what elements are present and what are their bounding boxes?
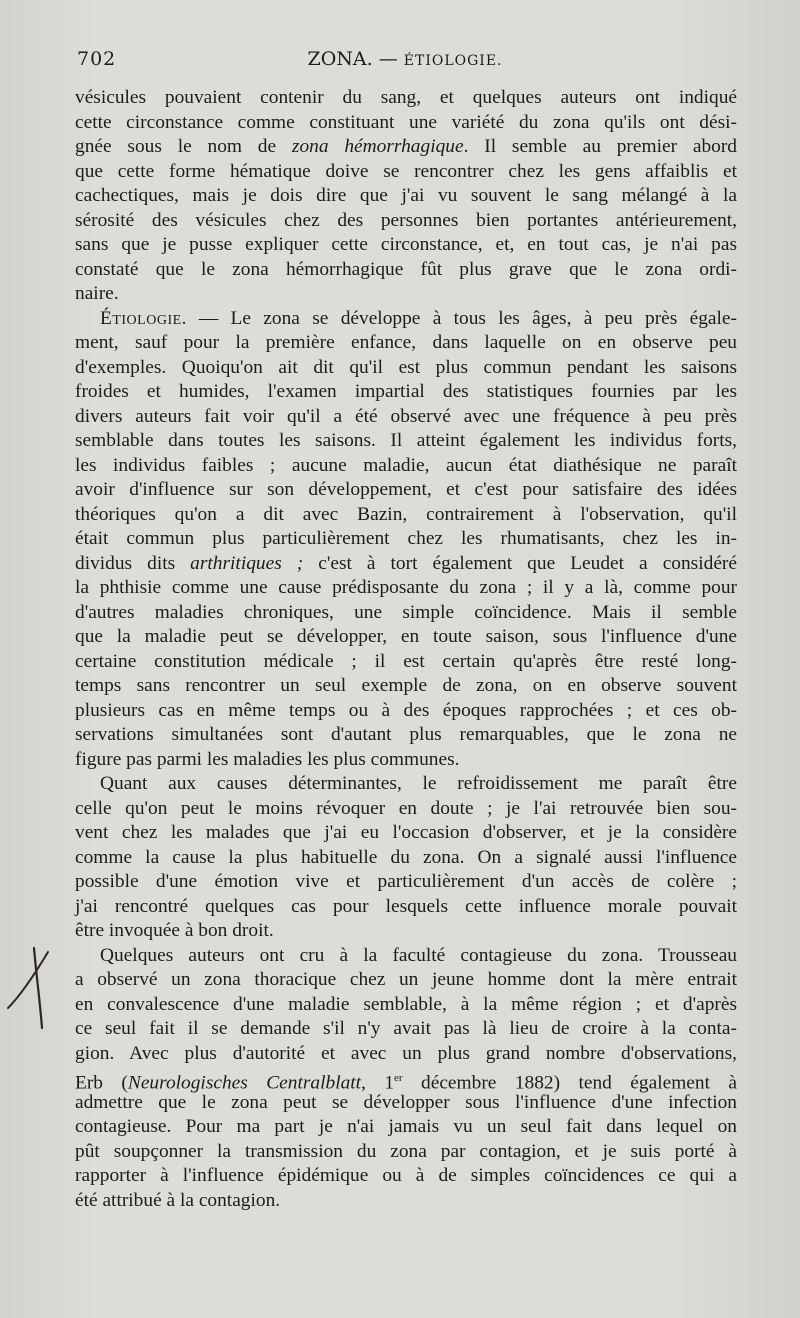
text-line: été attribué à la contagion. (75, 1189, 281, 1211)
text-line: possible d'une émotion vive et particulièrement d'un accès de colère ; (75, 871, 737, 892)
text-line: cette circonstance comme constituant une variété du zona qu'ils ont dési- (75, 111, 737, 133)
text-line: cachectiques, mais je dois dire que j'ai vu souvent le sang mélangé à la (75, 185, 737, 206)
text-line: froides et humides, l'examen impartial des statistiques fournies par les (75, 381, 737, 402)
italic-term: arthritiques ; (190, 552, 304, 574)
italic-term: zona hémorrhagique (291, 136, 464, 157)
text-line: pût soupçonner la transmission du zona par contagion, et je suis porté à (75, 1140, 737, 1162)
running-title-separator: — (378, 48, 398, 70)
text-line: dividus dits arthritiques ; c'est à tort également que Leudet a considéré (75, 552, 737, 574)
text-line: divers auteurs fait voir qu'il a été observé avec une fréquence à peu près (75, 405, 737, 427)
text-line: servations simultanées sont d'autant plus remarquables, que le zona ne (75, 724, 737, 745)
text-line: contagieuse. Pour ma part je n'ai jamais vu un seul fait dans lequel on (75, 1116, 737, 1137)
running-title-section: ÉTIOLOGIE. (403, 53, 503, 69)
text-line: celle qu'on peut le moins révoquer en doute ; je l'ai retrouvée bien sou- (75, 797, 737, 819)
text-line: Quelques auteurs ont cru à la faculté contagieuse du zona. Trousseau (100, 944, 737, 966)
handwritten-margin-mark (4, 942, 54, 1034)
text-line: Quant aux causes déterminantes, le refroidissement me paraît être (100, 773, 737, 794)
text-line: la phthisie comme une cause prédisposante du zona ; il y a là, comme pour (75, 577, 737, 598)
text-line: certaine constitution médicale ; il est certain qu'après être resté long- (75, 650, 737, 672)
text-line: était commun plus particulièrement chez les rhumatisants, chez les in- (75, 528, 737, 549)
text-line: avoir d'influence sur son développement, et c'est pour satisfaire des idées (75, 479, 737, 500)
text-line: sérosité des vésicules chez des personnes bien portantes antérieurement, (75, 209, 737, 231)
body-text (75, 86, 737, 1213)
text-line: ce seul fait il se demande s'il n'y avait pas là lieu de croire à la conta- (75, 1018, 737, 1039)
text-line: gnée sous le nom de zona hémorrhagique. Il semble au premier abord (75, 136, 737, 157)
italic-term: Neurologisches Centralblatt (127, 1072, 362, 1094)
page-number: 702 (77, 48, 117, 70)
text-line: ment, sauf pour la première enfance, dans laquelle on en observe peu (75, 332, 737, 353)
text-line: Étiologie. — Le zona se développe à tous les âges, à peu près égale- (100, 307, 737, 329)
text-line: que la maladie peut se développer, en toute saison, sous l'influence d'une (75, 626, 737, 647)
text-line: rapporter à l'influence épidémique ou à de simples coïncidences ce qui a (75, 1165, 737, 1186)
text-line: sans que je pusse expliquer cette circonstance, et, en tout cas, je n'ai pas (75, 234, 737, 255)
text-line: a observé un zona thoracique chez un jeune homme dont la mère entrait (75, 969, 737, 990)
text-line: vésicules pouvaient contenir du sang, et quelques auteurs ont indiqué (75, 87, 737, 108)
text-line: figure pas parmi les maladies les plus communes. (75, 748, 460, 770)
section-heading: Étiologie (100, 307, 182, 329)
text-line: d'autres maladies chroniques, une simple coïncidence. Mais il semble (75, 601, 737, 623)
text-line: plusieurs cas en même temps ou à des époques rapprochées ; et ces ob- (75, 699, 737, 721)
text-line: naire. (75, 283, 119, 304)
text-line: gion. Avec plus d'autorité et avec un plus grand nombre d'observations, (75, 1042, 737, 1064)
text-line: être invoquée à bon droit. (75, 920, 274, 941)
text-line: semblable dans toutes les saisons. Il atteint également les individus forts, (75, 430, 737, 451)
text-line: constaté que le zona hémorrhagique fût plus grave que le zona ordi- (75, 258, 737, 280)
text-line: comme la cause la plus habituelle du zona. On a signalé aussi l'influence (75, 846, 737, 868)
text-line: que cette forme hématique doive se rencontrer chez les gens affaiblis et (75, 160, 737, 182)
text-line: temps sans rencontrer un seul exemple de zona, on en observe souvent (75, 675, 737, 696)
text-line: vent chez les malades que j'ai eu l'occasion d'observer, et je la considère (75, 822, 737, 843)
text-line: en convalescence d'une maladie semblable, à la même région ; et d'après (75, 993, 737, 1015)
text-line: Erb (Neurologisches Centralblatt, 1er décembre 1882) tend également à (75, 1072, 738, 1094)
text-line: admettre que le zona peut se développer sous l'influence d'une infection (75, 1091, 737, 1113)
running-title-main: ZONA. (307, 48, 373, 70)
text-line: les individus faibles ; aucune maladie, aucun état diathésique ne paraît (75, 454, 737, 476)
running-title (75, 48, 735, 70)
page-header (75, 48, 735, 74)
text-line: théoriques qu'on a dit avec Bazin, contrairement à l'observation, qu'il (75, 503, 737, 525)
text-line: j'ai rencontré quelques cas pour lesquels cette influence morale pouvait (75, 895, 737, 917)
text-line: d'exemples. Quoiqu'on ait dit qu'il est plus commun pendant les saisons (75, 356, 737, 378)
